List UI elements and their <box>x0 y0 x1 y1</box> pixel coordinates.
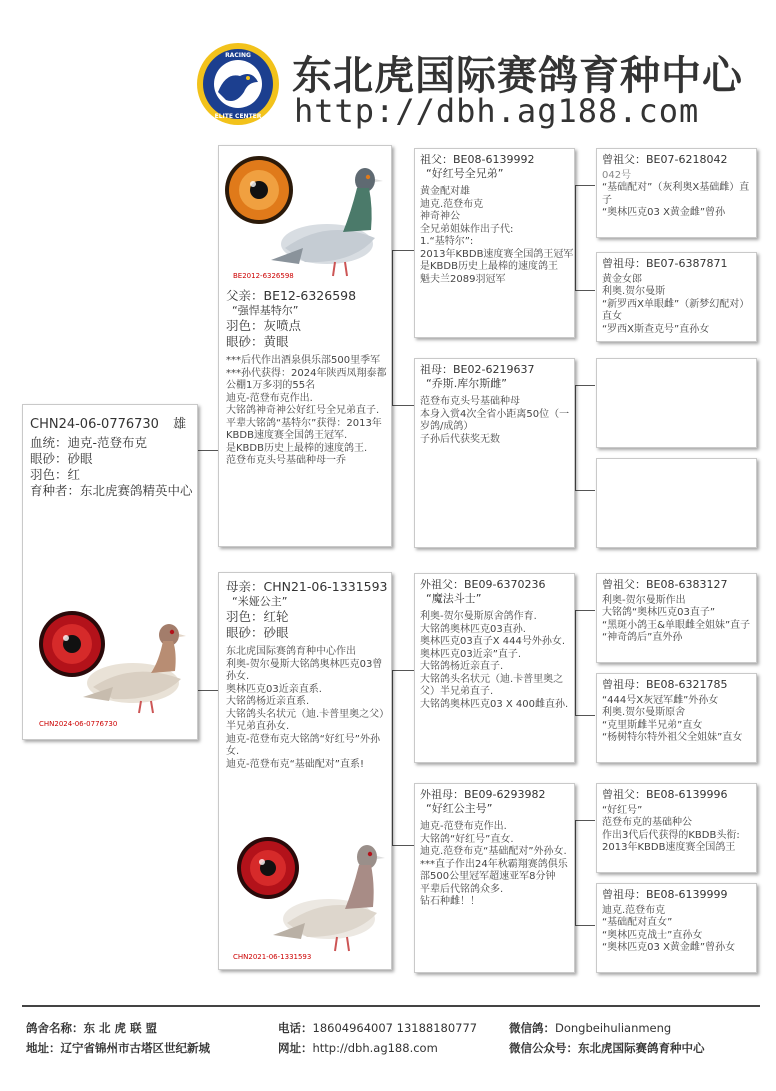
gs1-note: 黄金配对雄 <box>420 186 470 197</box>
ggs1-note: “基础配对”（灰利奥X基础雌）直子 <box>602 182 750 206</box>
sire-eye: 眼砂：黄眼 <box>226 334 289 349</box>
dam-color: 羽色：红轮 <box>226 609 289 624</box>
connector <box>575 185 595 186</box>
footer-phone-label: 电话： <box>278 1021 313 1035</box>
ggs3-note: 利奥-贺尔曼斯作出 <box>602 594 686 606</box>
gd2-note: 迪克.范登布克“基础配对”外孙女. <box>420 846 567 857</box>
connector <box>575 820 576 925</box>
sire-note: 平辈大铭鸽“基特尔”获得：2013年KBDB速度赛全国鸽王冠军. <box>226 417 382 441</box>
connector <box>392 250 393 405</box>
connector <box>392 250 414 251</box>
footer-wechat-label: 微信鸽： <box>509 1021 555 1035</box>
granddam-paternal-card <box>414 358 575 548</box>
footer-loft-label: 鸽舍名称： <box>26 1021 84 1035</box>
gs1-note: 全兄弟姐妹作出子代: <box>420 223 514 235</box>
subject-photo-label: CHN2024-06-0776730 <box>39 718 117 731</box>
connector <box>198 690 218 691</box>
sire-color: 羽色：灰喷点 <box>226 318 302 333</box>
subject-line: 育种者：东北虎赛鸽精英中心 <box>30 483 193 498</box>
ggs4-note: 范登布克的基础种公 <box>602 817 692 828</box>
dam-name: “米娅公主” <box>232 595 288 608</box>
footer-web-label: 网址： <box>278 1041 313 1055</box>
ggd1-card <box>596 252 757 342</box>
gs2-note: 大铭鸽奥林匹克03 X 400雌直孙. <box>420 698 569 710</box>
ggs1-note: “奥林匹克03 X黄金雌”曾孙 <box>602 207 726 218</box>
ggs4-note: 2013年KBDB速度赛全国鸽王 <box>602 842 736 853</box>
connector <box>392 670 393 845</box>
ggs3-note: “黑斑小鸽王&单眼雌全姐妹”直子 <box>602 619 751 631</box>
sire-name: “强悍基特尔” <box>232 304 299 317</box>
sire-note: 是KBDB历史上最棒的速度鸽王. <box>226 442 368 454</box>
dam-note: 大铭鸽头名状元（迪.卡普里奥之父）半兄弟直孙女. <box>226 708 390 732</box>
sire-note: 迪克-范登布克作出. <box>226 392 313 404</box>
connector <box>575 610 576 715</box>
ggd4-note: 迪克.范登布克 <box>602 904 666 916</box>
gd2-note: 大铭鸽“好红号”直女. <box>420 833 514 845</box>
ggs3-note: “神奇鸽后”直外孙 <box>602 632 683 643</box>
footer-addr-label: 地址： <box>26 1041 61 1055</box>
ggd3-note: “444号X灰冠军雌”外孙女 <box>602 694 719 706</box>
connector <box>198 450 218 451</box>
sire-ring: 父亲：BE12-6326598 <box>226 288 357 303</box>
gs1-note: 神奇神公 <box>420 211 460 222</box>
ggd2-card <box>596 458 757 548</box>
connector <box>575 490 595 491</box>
dam-note: 奥林匹克03近亲直系. <box>226 683 322 695</box>
header-title: 东北虎国际赛鸽育种中心 <box>292 53 743 99</box>
connector <box>575 290 595 291</box>
dam-ring: 母亲：CHN21-06-1331593 <box>226 579 388 594</box>
footer-loft: 东 北 虎 联 盟 <box>83 1021 158 1035</box>
ggs1-sub: 042号 <box>602 169 632 181</box>
footer-addr: 辽宁省锦州市古塔区世纪新城 <box>60 1041 210 1055</box>
connector <box>575 185 576 290</box>
grandsire-paternal-card <box>414 148 575 338</box>
gs1-ring: 祖父：BE08-6139992 <box>420 153 535 166</box>
gd2-ring: 外祖母：BE09-6293982 <box>420 788 546 801</box>
ggs1-card <box>596 148 757 238</box>
ggd1-ring: 曾祖母：BE07-6387871 <box>602 257 728 270</box>
dam-note: 东北虎国际赛鸽育种中心作出 <box>226 646 356 657</box>
gs2-note: 大铭鸽头名状元（迪.卡普里奥之父）半兄弟直子. <box>420 673 564 697</box>
gs1-note: 魁夫兰2089羽冠军 <box>420 273 506 285</box>
dam-note: 迪克-范登布克大铭鸽“好红号”外孙女. <box>226 733 380 757</box>
ggd3-note: 利奥.贺尔曼斯原舍 <box>602 707 686 718</box>
connector <box>575 925 595 926</box>
ggd4-ring: 曾祖母：BE08-6139999 <box>602 888 728 901</box>
dam-pigeon-photo <box>259 831 391 961</box>
gs2-note: 奥林匹克03近亲”直子. <box>420 648 522 660</box>
connector <box>575 385 576 490</box>
footer-web[interactable]: http://dbh.ag188.com <box>312 1041 438 1055</box>
ggs3-note: 大铭鸽“奥林匹克03直子” <box>602 607 716 618</box>
ggd3-ring: 曾祖母：BE08-6321785 <box>602 678 728 691</box>
gs2-note: 奥林匹克03直子X 444号外孙女. <box>420 636 566 647</box>
ggd4-note: “奥林匹克03 X黄金雌”曾孙女 <box>602 942 736 953</box>
connector <box>392 670 414 671</box>
dam-photo-label: CHN2021-06-1331593 <box>233 951 311 964</box>
subject-ring: CHN24-06-0776730 <box>30 417 159 432</box>
dam-eye: 眼砂：砂眼 <box>226 625 289 640</box>
subject-card <box>22 404 198 740</box>
gs2-note: 大铭鸽奥林匹克03直孙. <box>420 623 526 635</box>
ggd4-note: “基础配对直女” <box>602 917 673 928</box>
connector <box>392 405 414 406</box>
dam-note: 大铭鸽杨近亲直系. <box>226 696 310 707</box>
footer-public-label: 微信公众号： <box>509 1041 578 1055</box>
footer-phone: 18604964007 13188180777 <box>312 1021 478 1035</box>
gd1-note: 子孙后代获奖无数 <box>420 433 500 445</box>
gs2-ring: 外祖父：BE09-6370236 <box>420 578 546 591</box>
footer-public: 东北虎国际赛鸽育种中心 <box>578 1041 705 1055</box>
grandsire-maternal-card <box>414 573 575 763</box>
svg-text:RACING: RACING <box>225 52 251 59</box>
subject-pigeon-photo <box>63 601 193 721</box>
ggd1-note: “罗西X斯查克号”直孙女 <box>602 323 710 335</box>
dam-note: 利奥-贺尔曼斯大铭鸽奥林匹克03曾孙女. <box>226 658 383 682</box>
ggd4-note: “奥林匹克战士”直孙女 <box>602 929 703 941</box>
ggd1-note: 利奥.贺尔曼斯 <box>602 286 666 297</box>
sire-note: 大铭鸽神奇神公好红号全兄弟直子. <box>226 405 380 416</box>
ggs4-card <box>596 783 757 873</box>
sire-note: 范登布克头号基础种母一乔 <box>226 455 346 466</box>
connector <box>575 385 595 386</box>
ggd3-note: “杨树特尔特外祖父全姐妹”直女 <box>602 732 743 743</box>
gd2-note: 钻石种雌！！ <box>420 896 480 907</box>
gs2-note: 大铭鸽杨近亲直子. <box>420 661 504 672</box>
ggs4-note: “好红号” <box>602 804 643 816</box>
ggd4-card <box>596 883 757 973</box>
gd2-name: “好红公主号” <box>426 801 493 815</box>
connector <box>392 845 414 846</box>
gs1-note: 1.“基特尔”: <box>420 236 474 247</box>
gs2-note: 利奥-贺尔曼斯原舍鸽作育. <box>420 611 537 622</box>
footer-wechat: Dongbeihulianmeng <box>555 1021 672 1035</box>
gd1-note: 本身入赏4次全省小距离50位（一岁鸽/成鸽） <box>420 408 570 432</box>
ggs4-ring: 曾祖父：BE08-6139996 <box>602 788 728 801</box>
sire-note: ***孙代获得：2024年陕西凤翔泰都公棚1万多羽的55名 <box>226 367 387 391</box>
gs1-note: 2013年KBDB速度赛全国鸽王冠军 <box>420 248 574 260</box>
subject-line: 眼砂：砂眼 <box>30 451 93 466</box>
ggd1-note: “新罗西X单眼雌”（新梦幻配对）直女 <box>602 298 750 322</box>
dam-note: 迪克-范登布克“基础配对”直系! <box>226 758 364 770</box>
ggs1-ring: 曾祖父：BE07-6218042 <box>602 153 728 166</box>
ggs3-card <box>596 573 757 663</box>
connector <box>575 610 595 611</box>
header-url: http://dbh.ag188.com <box>294 92 700 130</box>
gs1-note: 是KBDB历史上最棒的速度鸽王 <box>420 261 558 272</box>
logo-icon <box>196 42 280 126</box>
ggd3-note: “克里斯雌半兄弟”直女 <box>602 719 703 731</box>
sire-photo-label: BE2012-6326598 <box>233 270 294 283</box>
gd2-note: 迪克-范登布克作出. <box>420 821 507 832</box>
gd2-note: ***直子作出24年秋霸翔赛鸽俱乐部500公里冠军超速亚军8分钟 <box>420 858 568 882</box>
subject-line: 血统：迪克-范登布克 <box>30 435 148 450</box>
ggs3-ring: 曾祖父：BE08-6383127 <box>602 578 728 591</box>
dam-card <box>218 572 392 970</box>
gd1-note: 范登布克头号基础种母 <box>420 396 520 407</box>
gd1-name: “乔斯.库尔斯雌” <box>426 376 507 390</box>
footer-divider <box>22 1005 760 1007</box>
gs2-name: “魔法斗士” <box>426 591 482 605</box>
ggs2-card <box>596 358 757 448</box>
sire-note: ***后代作出酒泉俱乐部500里季军 <box>226 355 381 366</box>
gs1-note: 迪克.范登布克 <box>420 198 484 210</box>
ggs4-note: 作出3代后代获得的KBDB头衔: <box>602 829 740 841</box>
svg-text:ELITE CENTER: ELITE CENTER <box>214 113 262 120</box>
subject-sex: 雄 <box>173 417 187 432</box>
connector <box>575 820 595 821</box>
gd2-note: 平辈后代铭鸽众多. <box>420 883 504 895</box>
subject-line: 羽色：红 <box>30 467 81 482</box>
sire-pigeon-photo <box>257 152 389 284</box>
sire-card <box>218 145 392 547</box>
granddam-maternal-card <box>414 783 575 973</box>
gd1-ring: 祖母：BE02-6219637 <box>420 363 535 376</box>
ggd1-note: 黄金女郎 <box>602 273 642 285</box>
gs1-name: “好红号全兄弟” <box>426 166 504 180</box>
ggd3-card <box>596 673 757 763</box>
connector <box>575 715 595 716</box>
